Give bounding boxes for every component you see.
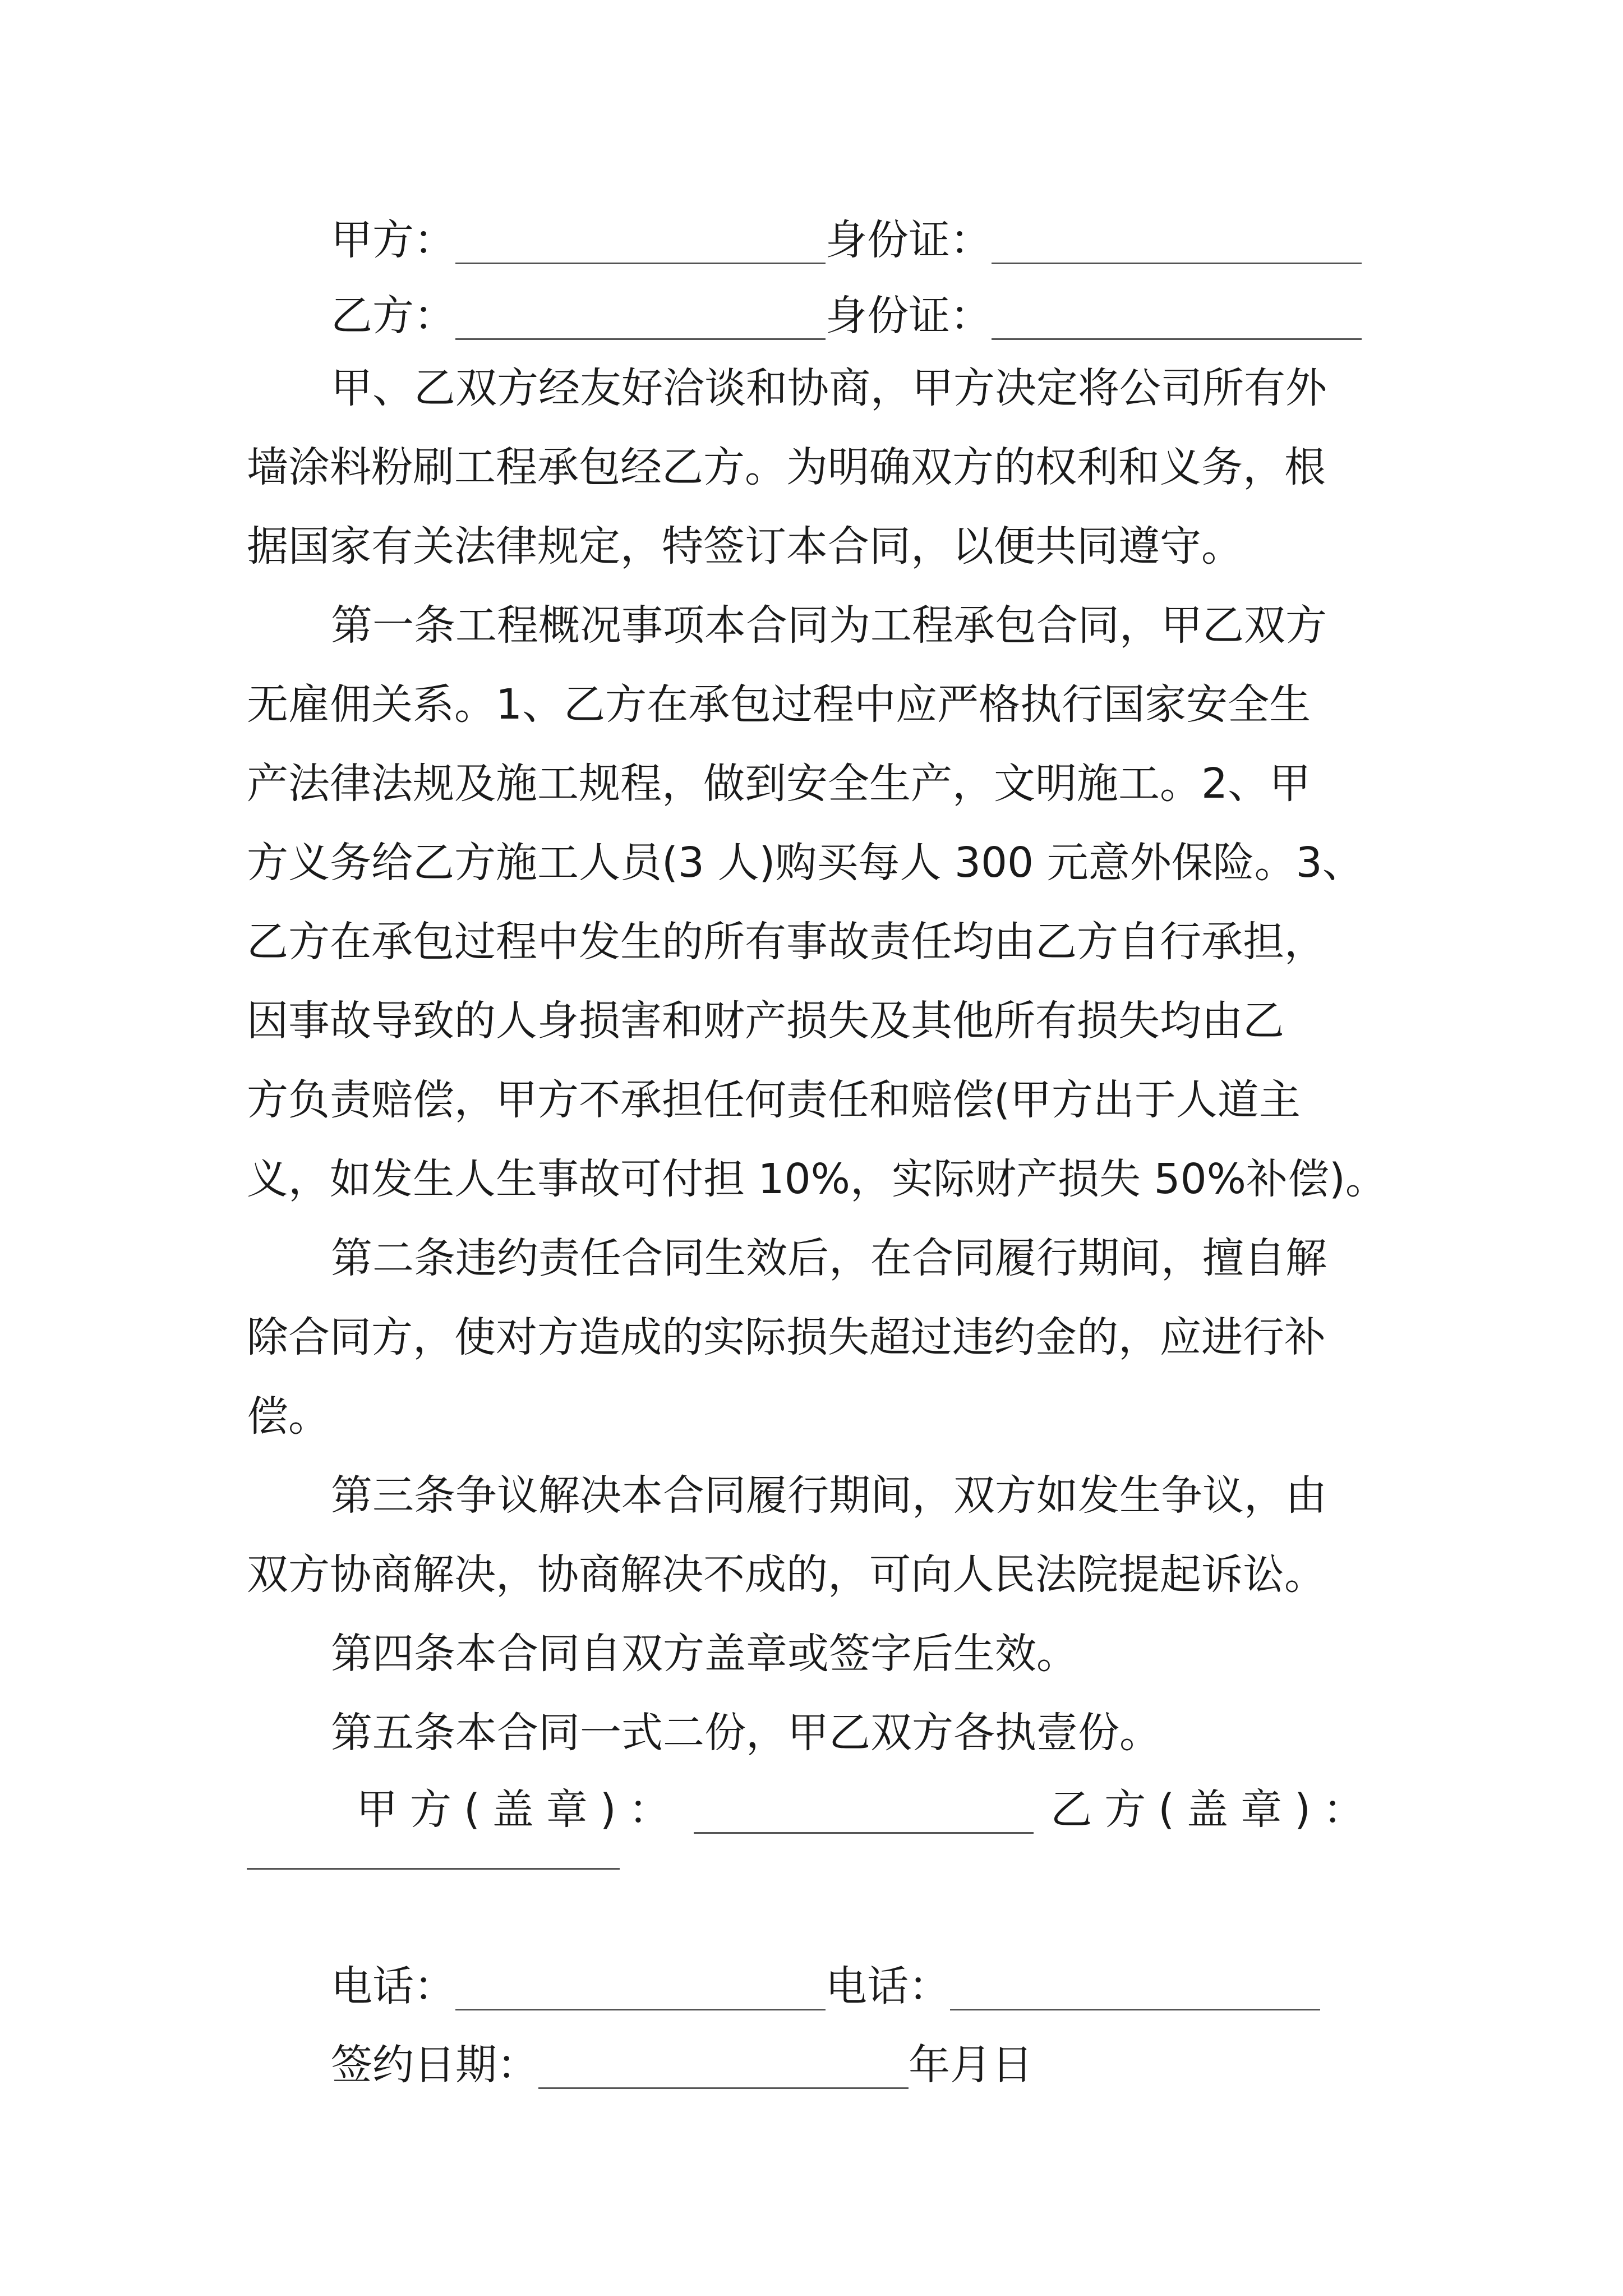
signing-date-blank	[538, 2087, 909, 2089]
body-line: 第一条工程概况事项本合同为工程承包合同，甲乙双方	[331, 601, 1327, 650]
body-line: 除合同方，使对方造成的实际损失超过违约金的，应进行补	[247, 1313, 1326, 1361]
party-a-phone-blank	[455, 2009, 826, 2010]
party-a-seal-blank	[694, 1832, 1034, 1834]
party-b-name-blank	[455, 338, 826, 340]
body-line: 义，如发生人生事故可付担 10%，实际财产损失 50%补偿)。	[247, 1154, 1387, 1203]
body-line: 第四条本合同自双方盖章或签字后生效。	[331, 1629, 1078, 1678]
body-line: 方义务给乙方施工人员(3 人)购买每人 300 元意外保险。3、	[247, 838, 1364, 887]
party-b-seal-blank	[247, 1868, 620, 1870]
party-b-seal-label: 乙方(盖章)：	[1050, 1786, 1377, 1834]
seal-row	[247, 1769, 1377, 1836]
body-line: 产法律法规及施工规程，做到安全生产，文明施工。2、甲	[247, 759, 1311, 808]
party-a-id-label: 身份证：	[826, 216, 992, 264]
party-b-phone-blank	[950, 2009, 1320, 2010]
body-line: 第三条争议解决本合同履行期间，双方如发生争议，由	[331, 1471, 1327, 1520]
date-row	[247, 2013, 1377, 2091]
signing-date-suffix: 年月日	[909, 2041, 1033, 2089]
contract-body	[247, 345, 1387, 1769]
body-line: 乙方在承包过程中发生的所有事故责任均由乙方自行承担，	[247, 917, 1326, 966]
party-b-label: 乙方：	[331, 292, 455, 340]
body-line: 方负责赔偿，甲方不承担任何责任和赔偿(甲方出于人道主	[247, 1075, 1301, 1124]
body-line: 墙涂料粉刷工程承包经乙方。为明确双方的权利和义务，根	[247, 443, 1326, 491]
body-line: 第五条本合同一式二份，甲乙双方各执壹份。	[331, 1708, 1161, 1757]
phone-row	[247, 1948, 1377, 2013]
party-a-label: 甲方：	[331, 216, 455, 264]
contract-page	[247, 202, 1387, 2091]
body-line: 甲、乙双方经友好洽谈和协商，甲方决定将公司所有外	[331, 364, 1327, 412]
party-a-seal-label: 甲方(盖章)：	[356, 1786, 683, 1834]
body-line: 据国家有关法律规定，特签订本合同，以便共同遵守。	[247, 522, 1243, 570]
party-b-row	[247, 266, 1377, 342]
body-line: 双方协商解决，协商解决不成的，可向人民法院提起诉讼。	[247, 1550, 1326, 1599]
party-b-phone-label: 电话：	[826, 1962, 950, 2010]
body-line: 偿。	[247, 1392, 330, 1441]
party-b-id-label: 身份证：	[826, 292, 992, 340]
party-a-name-blank	[455, 263, 826, 264]
body-line: 无雇佣关系。1、乙方在承包过程中应严格执行国家安全生	[247, 680, 1311, 729]
party-a-id-blank	[992, 263, 1362, 264]
party-b-id-blank	[992, 338, 1362, 340]
signing-date-label: 签约日期：	[331, 2041, 538, 2089]
body-line: 因事故导致的人身损害和财产损失及其他所有损失均由乙	[247, 996, 1284, 1045]
body-line: 第二条违约责任合同生效后，在合同履行期间，擅自解	[331, 1234, 1327, 1282]
party-a-row	[247, 202, 1377, 266]
party-a-phone-label: 电话：	[331, 1962, 455, 2010]
